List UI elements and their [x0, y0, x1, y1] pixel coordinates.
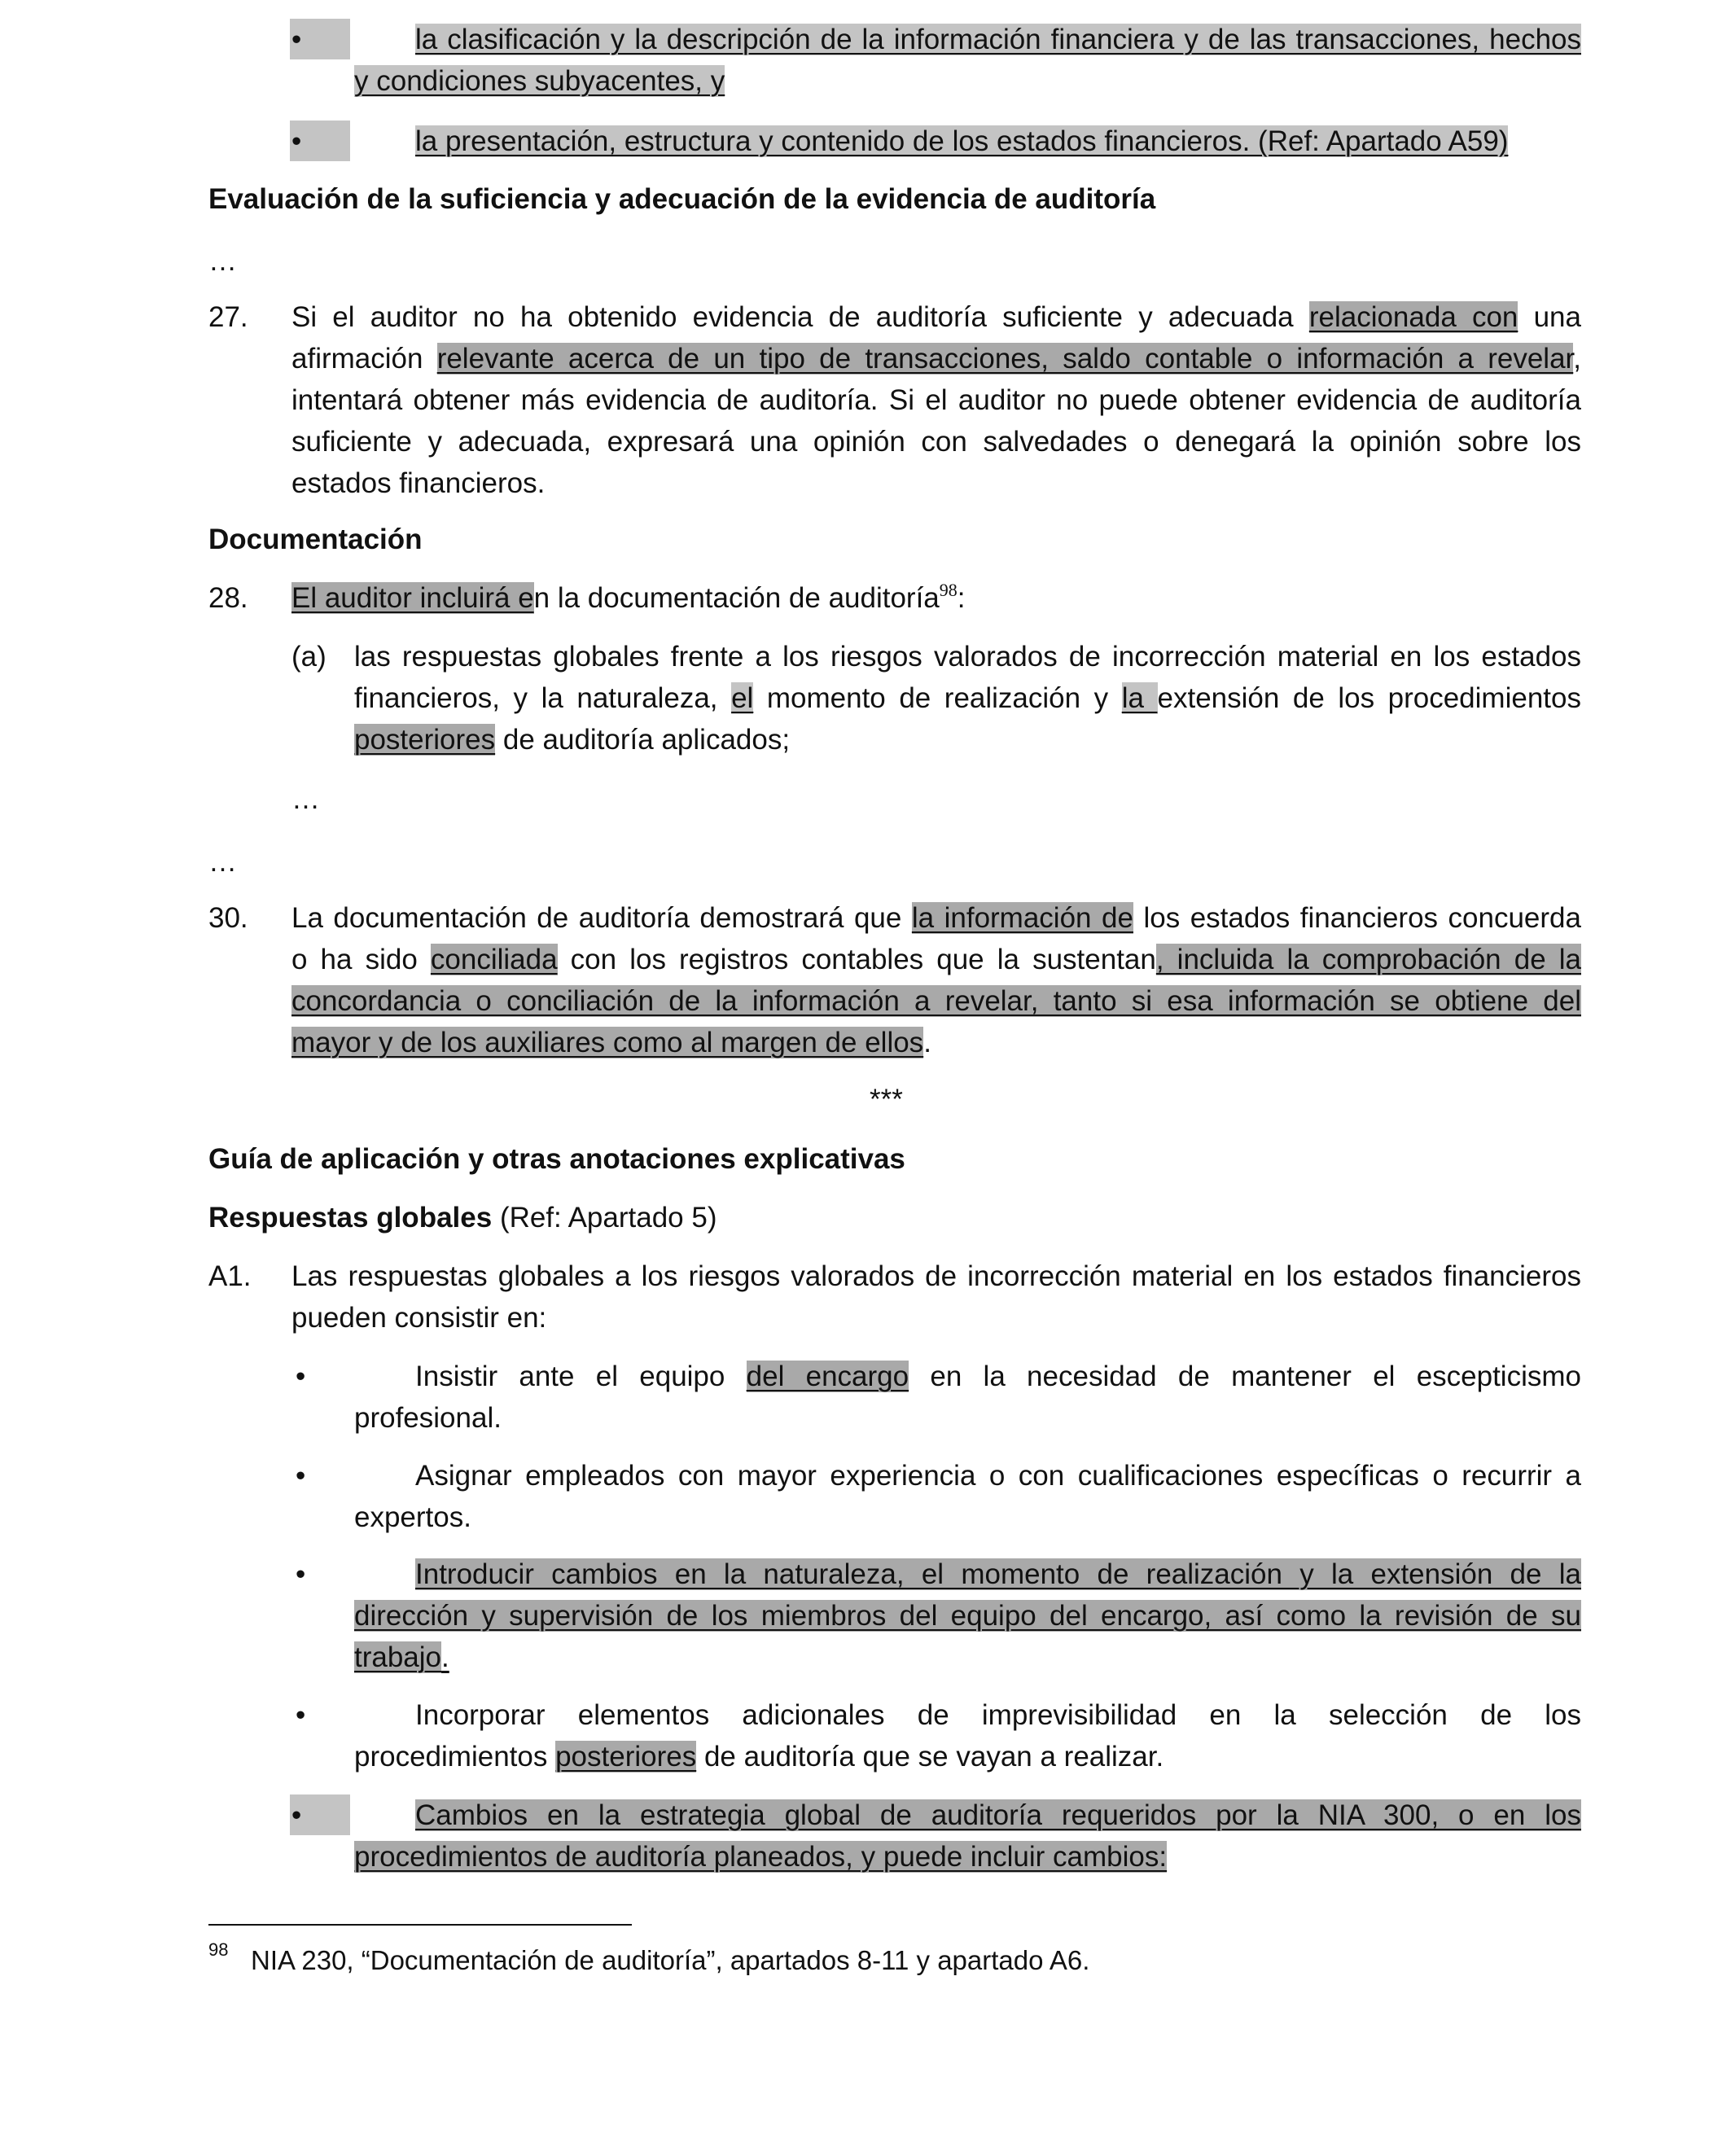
bullet-text: [415, 121, 1508, 162]
paragraph-line: estados financieros.: [291, 467, 546, 499]
list-item-line: [354, 677, 1581, 719]
bullet-text-continued: expertos.: [354, 1501, 471, 1533]
list-label: (a): [291, 641, 326, 673]
bullet-text-continued: [354, 60, 725, 102]
paragraph-line: [291, 980, 1581, 1022]
highlighted-text: relevante acerca de un tipo de transacciones, saldo contable o información a revelar: [436, 343, 1574, 375]
paragraph-line: [291, 1022, 931, 1063]
text-run: La documentación de auditoría demostrará que: [291, 902, 902, 934]
bullet-marker: •: [296, 1699, 306, 1731]
highlighted-text: procedimientos de auditoría planeados, y puede incluir cambios:: [354, 1841, 1168, 1873]
paragraph-line: [291, 296, 1581, 338]
bullet-text-continued: [354, 1736, 1163, 1777]
paragraph-line: [291, 939, 1581, 980]
highlighted-text: Introducir cambios en la naturaleza, el momento de realización y la extensión de la: [415, 1558, 1581, 1590]
text-run: n la documentación de auditoría: [533, 582, 940, 614]
paragraph-number: 27.: [208, 301, 248, 333]
paragraph-line: pueden consistir en:: [291, 1302, 547, 1334]
list-item-line: [354, 719, 790, 760]
footnote-reference[interactable]: 98: [939, 580, 958, 600]
highlighted-text: el: [731, 682, 754, 714]
subsection-heading: [208, 1197, 717, 1238]
highlighted-text: trabajo: [354, 1641, 442, 1673]
text-run: financieros, y la naturaleza,: [354, 682, 718, 714]
list-item-line: las respuestas globales frente a los riesgos valorados de incorrección material en los estados: [354, 641, 1581, 673]
text-run: los estados financieros concuerda: [1143, 902, 1581, 934]
section-separator: ***: [870, 1084, 903, 1115]
text-run: .: [441, 1641, 449, 1673]
highlighted-text: la presentación, estructura y contenido de los estados financieros. (Ref: Apartado A59): [415, 125, 1509, 157]
text-run: procedimientos: [354, 1741, 548, 1773]
highlighted-text: conciliada: [430, 944, 558, 975]
reference-text: (Ref: Apartado 5): [499, 1202, 717, 1234]
bullet-text: [415, 1553, 1581, 1595]
text-run: Insistir ante el equipo: [415, 1361, 725, 1392]
bullet-text: [415, 1794, 1581, 1836]
text-run: momento de realización y: [766, 682, 1109, 714]
highlighted-text: El auditor incluirá e: [291, 582, 534, 614]
text-run: extensión de los procedimientos: [1157, 682, 1581, 714]
paragraph-line: [291, 577, 966, 619]
highlighted-text: mayor y de los auxiliares como al margen de ellos: [291, 1027, 924, 1058]
paragraph-number: A1.: [208, 1260, 252, 1292]
paragraph-number: 30.: [208, 902, 248, 934]
text-run: ,: [1573, 343, 1581, 375]
bullet-text-continued: [354, 1836, 1167, 1878]
highlighted-text: dirección y supervisión de los miembros del equipo del encargo, así como la revisión de su: [354, 1600, 1581, 1632]
highlighted-text: concordancia o conciliación de la información a revelar, tanto si esa información se obtiene del: [291, 985, 1581, 1017]
paragraph-line: Las respuestas globales a los riesgos valorados de incorrección material en los estados financieros: [291, 1260, 1581, 1292]
footnote-text: NIA 230, “Documentación de auditoría”, apartados 8-11 y apartado A6.: [251, 1945, 1090, 1975]
text-run: .: [923, 1027, 931, 1058]
ellipsis: …: [208, 245, 237, 277]
bullet-text: [415, 1356, 1581, 1397]
bullet-text: Incorporar elementos adicionales de imprevisibilidad en la selección de los: [415, 1699, 1581, 1731]
highlighted-text: la clasificación y la descripción de la información financiera y de las transacciones, hechos: [415, 24, 1581, 55]
section-heading: Documentación: [208, 524, 423, 555]
bullet-text: [415, 19, 1581, 60]
text-run: afirmación: [291, 343, 423, 375]
paragraph-line: [291, 897, 1581, 939]
section-heading: Evaluación de la suficiencia y adecuación de la evidencia de auditoría: [208, 183, 1156, 215]
text-run: en la necesidad de mantener el escepticismo: [930, 1361, 1581, 1392]
text-run: Si el auditor no ha obtenido evidencia de auditoría suficiente y adecuada: [291, 301, 1294, 333]
text-run: de auditoría que se vayan a realizar.: [703, 1741, 1164, 1773]
ellipsis: …: [208, 846, 237, 878]
highlighted-text: posteriores: [555, 1741, 697, 1773]
bullet-marker: •: [291, 1799, 302, 1831]
bullet-text-continued: profesional.: [354, 1402, 502, 1434]
bullet-text-continued: [354, 1637, 449, 1678]
highlighted-text: posteriores: [354, 724, 496, 756]
ellipsis: …: [291, 783, 320, 815]
section-heading: Guía de aplicación y otras anotaciones explicativas: [208, 1143, 905, 1175]
paragraph-line: [291, 338, 1581, 379]
text-run: o ha sido: [291, 944, 418, 975]
text-run: de auditoría aplicados;: [502, 724, 791, 756]
text-run: con los registros contables que la sustentan: [570, 944, 1156, 975]
bullet-marker: •: [291, 24, 302, 55]
subsection-title: Respuestas globales: [208, 1202, 493, 1234]
paragraph-number: 28.: [208, 582, 248, 614]
footnote-separator: [208, 1924, 632, 1926]
highlighted-text: la información de: [911, 902, 1133, 934]
bullet-marker: •: [296, 1460, 306, 1492]
bullet-marker: •: [291, 125, 302, 157]
bullet-text: Asignar empleados con mayor experiencia o con cualificaciones específicas o recurrir a: [415, 1460, 1581, 1492]
paragraph-line: suficiente y adecuada, expresará una opinión con salvedades o denegará la opinión sobre los: [291, 426, 1581, 458]
highlighted-text: la: [1121, 682, 1158, 714]
highlighted-text: y condiciones subyacentes, y: [354, 65, 725, 97]
bullet-marker: •: [296, 1361, 306, 1392]
bullet-marker: •: [296, 1558, 306, 1590]
bullet-text-continued: [354, 1595, 1581, 1637]
highlighted-text: del encargo: [746, 1361, 909, 1392]
highlighted-text: , incluida la comprobación de la: [1155, 944, 1581, 975]
text-run: :: [957, 582, 966, 614]
paragraph-line: intentará obtener más evidencia de auditoría. Si el auditor no puede obtener evidencia de auditoría: [291, 384, 1581, 416]
footnote-number: 98: [208, 1939, 229, 1960]
text-run: una: [1533, 301, 1581, 333]
highlighted-text: relacionada con: [1308, 301, 1518, 333]
highlighted-text: Cambios en la estrategia global de auditoría requeridos por la NIA 300, o en los: [415, 1799, 1581, 1831]
